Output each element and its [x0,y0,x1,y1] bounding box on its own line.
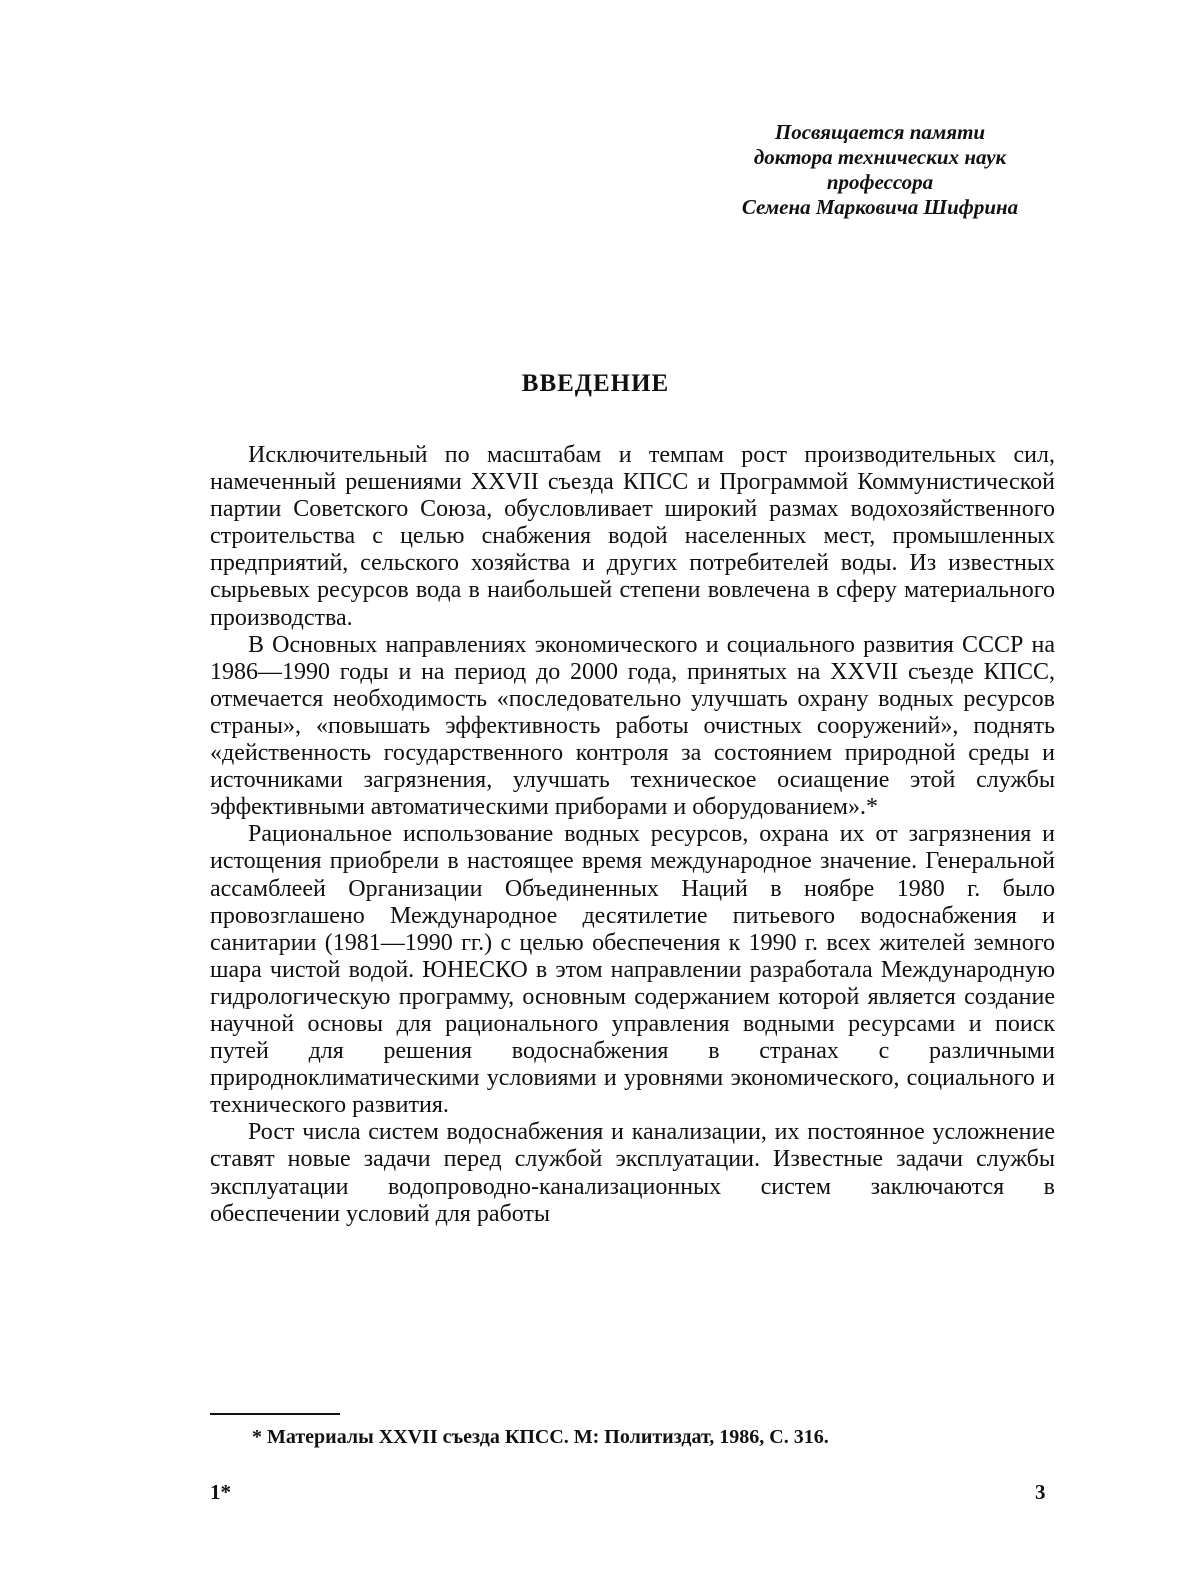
paragraph: В Основных направлениях экономического и социального развития СССР на 1986—1990 годы и на период до 2000 года, принятых на XXVII съезде КПСС, отмечается необходимость «последовательно улучшать охрану водных ресурсов страны», «повышать эффективность работы очистных сооружений», поднять «действенность государственного контроля за состоянием природной среды и источниками загрязнения, улучшать техническое осиащение этой службы эффективными автоматическими приборами и оборудованием».* [210,631,1055,821]
footnote: * Материалы XXVII съезда КПСС. М: Политиздат, 1986, С. 316. [252,1426,829,1448]
paragraph: Рост числа систем водоснабжения и канализации, их постоянное усложнение ставят новые задачи перед службой эксплуатации. Известные задачи службы эксплуатации водопроводно-канализационных систем заключаются в обеспечении условий для работы [210,1119,1055,1227]
dedication-line: Посвящается памяти [774,120,986,144]
signature-mark: 1* [210,1480,231,1504]
dedication-line: Семена Марковича Шифрина [741,195,1019,219]
dedication [700,120,1060,220]
page-number: 3 [1035,1480,1046,1504]
paragraph: Рациональное использование водных ресурсов, охрана их от загрязнения и истощения приобрели в настоящее время международное значение. Генеральной ассамблеей Организации Объединенных Наций в ноябре 1980 г. было провозглашено Международное десятилетие питьевого водоснабжения и санитарии (1981—1990 гг.) с целью обеспечения к 1990 г. всех жителей земного шара чистой водой. ЮНЕСКО в этом направлении разработала Международную гидрологическую программу, основным содержанием которой является создание научной основы для рационального управления водными ресурсами и поиск путей для решения водоснабжения в странах с различными природноклиматическими условиями и уровнями экономического, социального и технического развития. [210,821,1055,1119]
paragraph: Исключительный по масштабам и темпам рост производительных сил, намеченный решениями XXVII съезда КПСС и Программой Коммунистической партии Советского Союза, обусловливает широкий размах водохозяйственного строительства с целью снабжения водой населенных мест, промышленных предприятий, сельского хозяйства и других потребителей воды. Из известных сырьевых ресурсов вода в наибольшей степени вовлечена в сферу материального производства. [210,442,1055,631]
section-heading: ВВЕДЕНИЕ [521,370,670,397]
footnote-divider [210,1413,340,1415]
dedication-line: профессора [826,170,934,194]
dedication-line: доктора технических наук [753,145,1007,169]
body-text [210,442,1055,1228]
